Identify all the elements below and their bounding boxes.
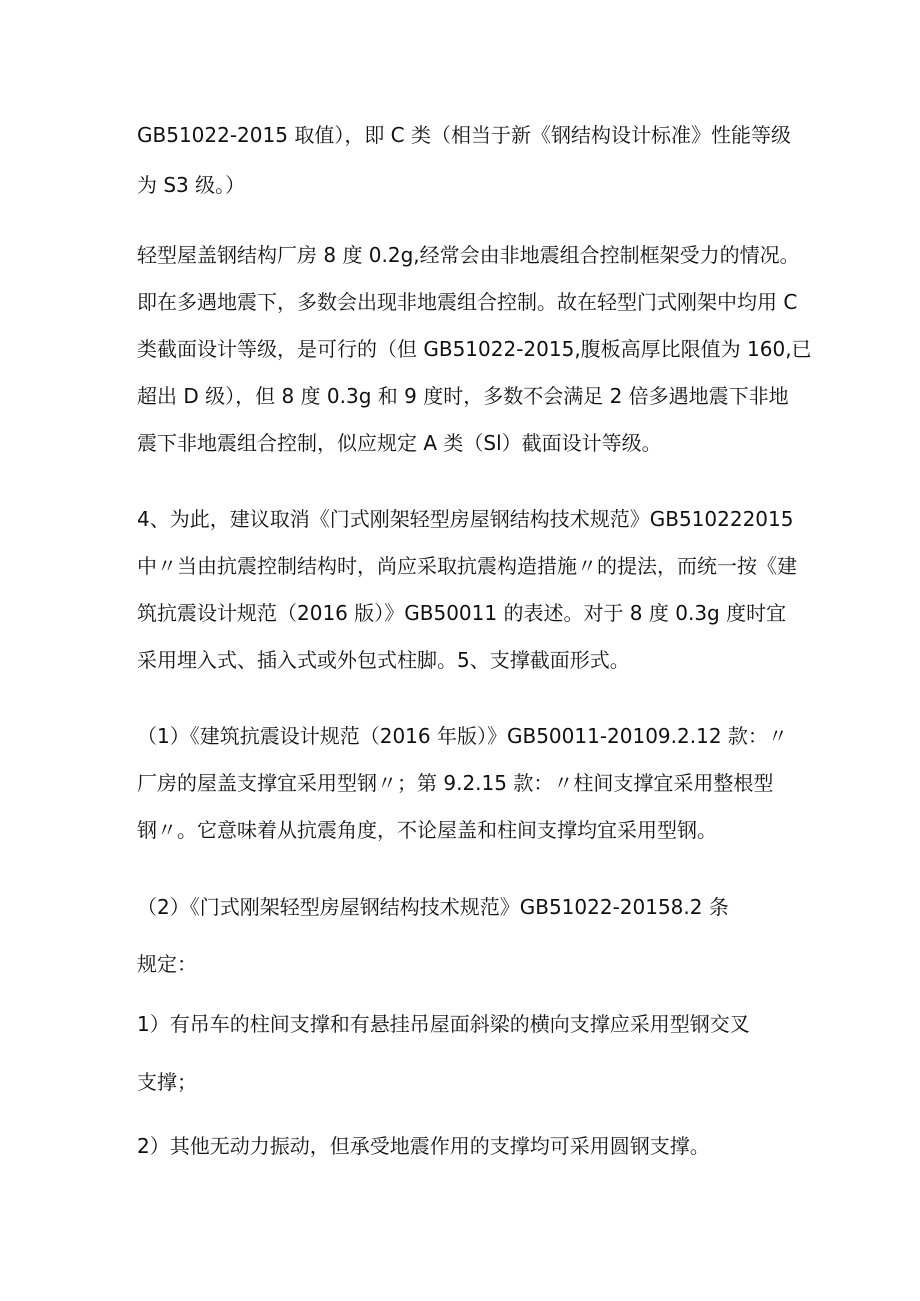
text-line: GB51022-2015 取值），即 C 类（相当于新《钢结构设计标准》性能等级	[137, 123, 791, 147]
text-line: 震下非地震组合控制，似应规定 A 类（Sl）截面设计等级。	[137, 431, 662, 455]
text-line: 类截面设计等级，是可行的（但 GB51022-2015,腹板高厚比限值为 160,已	[137, 337, 812, 361]
text-line: 支撑；	[137, 1070, 197, 1094]
text-line: （1）《建筑抗震设计规范（2016 年版）》GB50011-20109.2.12 款：〃	[137, 724, 788, 748]
text-line: 1）有吊车的柱间支撑和有悬挂吊屋面斜梁的横向支撑应采用型钢交叉	[137, 1012, 750, 1036]
text-line: 规定：	[137, 952, 197, 976]
text-line: 厂房的屋盖支撑宜采用型钢〃；第 9.2.15 款：〃柱间支撑宜采用整根型	[137, 771, 774, 795]
text-line: （2）《门式刚架轻型房屋钢结构技术规范》GB51022-20158.2 条	[137, 895, 729, 919]
text-line: 即在多遇地震下，多数会出现非地震组合控制。故在轻型门式刚架中均用 C	[137, 290, 798, 314]
text-line: 采用埋入式、插入式或外包式柱脚。5、支撑截面形式。	[137, 648, 630, 672]
text-line: 超出 D 级），但 8 度 0.3g 和 9 度时，多数不会满足 2 倍多遇地震下非地	[137, 384, 789, 408]
text-line: 轻型屋盖钢结构厂房 8 度 0.2g,经常会由非地震组合控制框架受力的情况。	[137, 243, 800, 267]
text-line: 中〃当由抗震控制结构时，尚应采取抗震构造措施〃的提法，而统一按《建	[137, 554, 797, 578]
text-line: 为 S3 级。）	[137, 173, 246, 197]
text-line: 钢〃。它意味着从抗震角度，不论屋盖和柱间支撑均宜采用型钢。	[137, 818, 717, 842]
text-line: 筑抗震设计规范（2016 版）》GB50011 的表述。对于 8 度 0.3g 度时宜	[137, 601, 787, 625]
text-line: 4、为此，建议取消《门式刚架轻型房屋钢结构技术规范》GB510222015	[137, 507, 794, 531]
text-line: 2）其他无动力振动，但承受地震作用的支撑均可采用圆钢支撑。	[137, 1134, 710, 1158]
